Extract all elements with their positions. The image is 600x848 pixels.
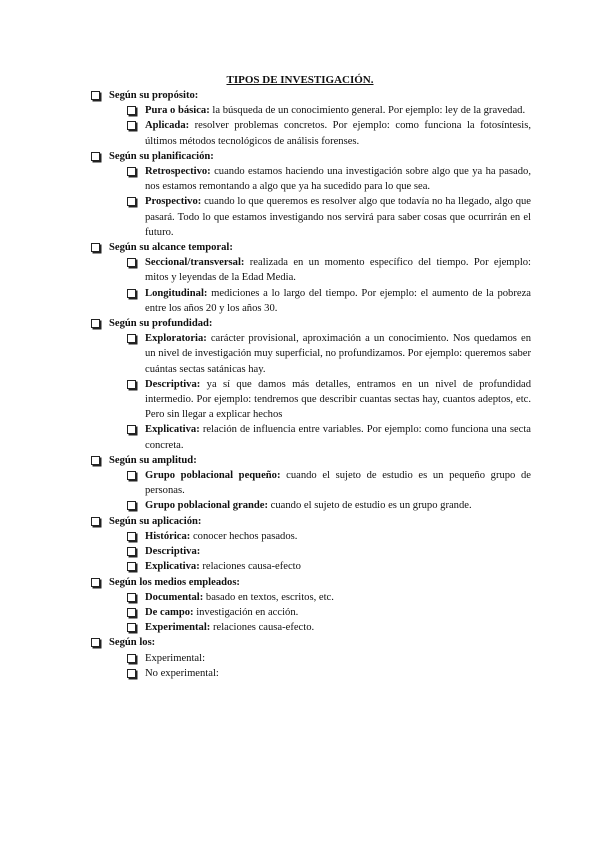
checkbox-bullet-icon xyxy=(127,289,136,298)
list-item xyxy=(91,498,531,513)
list-item xyxy=(91,255,531,285)
item-term: Prospectivo: xyxy=(145,196,202,208)
list-item xyxy=(91,605,531,620)
item-term: Histórica: xyxy=(145,530,191,542)
list-item xyxy=(91,377,531,423)
item-term: Documental: xyxy=(145,591,204,603)
item-text: investigación en acción. xyxy=(193,606,299,618)
checkbox-bullet-icon xyxy=(127,258,136,267)
checkbox-bullet-icon xyxy=(127,471,136,480)
item-term: Explicativa: xyxy=(145,424,200,436)
list-item xyxy=(91,286,531,316)
checkbox-bullet-icon xyxy=(127,547,136,556)
checkbox-bullet-icon xyxy=(127,623,136,632)
item-text: relaciones causa-efecto. xyxy=(210,622,315,634)
checkbox-bullet-icon xyxy=(91,456,100,465)
item-text: ya sí que damos más detalles, entramos en un nivel de profundidad intermedio. Por ejemplo: tendremos que describir cuantas sectas hay, cuantos adeptos, etc. Pero sin llegar a explicar hechos xyxy=(145,378,531,421)
checkbox-bullet-icon xyxy=(127,669,136,678)
section-heading xyxy=(91,149,531,164)
item-text: relaciones causa-efecto xyxy=(199,561,301,573)
section-heading-text: Según su planificación: xyxy=(109,150,214,162)
section-heading xyxy=(91,88,531,103)
item-text: carácter provisional, aproximación a un conocimiento. Nos quedamos en un nivel de investigación muy superficial, no profundizamos. Por ejemplo: queremos saber cuántas sectas satánicas hay. xyxy=(145,333,531,375)
section-heading xyxy=(91,240,531,255)
list-item xyxy=(91,103,531,118)
item-text: cuando estamos haciendo una investigación sobre algo que ya ha pasado, nos estamos remontando a algo que ya ha sucedido para lo que sea. xyxy=(145,166,531,193)
section-heading-text: Según los: xyxy=(109,637,156,649)
item-term: Descriptiva: xyxy=(145,378,201,390)
item-text: No experimental: xyxy=(145,667,219,679)
item-term: De campo: xyxy=(145,606,194,618)
item-text: mediciones a lo largo del tiempo. Por ejemplo: el aumento de la pobreza entre los años 20 y los años 30. xyxy=(145,287,531,314)
checkbox-bullet-icon xyxy=(127,501,136,510)
checkbox-bullet-icon xyxy=(127,197,136,206)
item-text: Experimental: xyxy=(145,652,206,664)
checkbox-bullet-icon xyxy=(91,638,100,647)
checkbox-bullet-icon xyxy=(127,167,136,176)
section-heading-text: Según su alcance temporal: xyxy=(109,242,233,254)
item-term: Descriptiva: xyxy=(145,546,201,558)
item-text: cuando el sujeto de estudio es un grupo grande. xyxy=(268,500,472,512)
section-heading xyxy=(91,635,531,650)
item-text: la búsqueda de un conocimiento general. Por ejemplo: ley de la gravedad. xyxy=(209,105,526,117)
section-heading xyxy=(91,453,531,468)
list-item xyxy=(91,331,531,377)
item-text: resolver problemas concretos. Por ejemplo: como funciona la fotosíntesis, últimos métodos tecnológicos de análisis forenses. xyxy=(145,120,531,147)
checkbox-bullet-icon xyxy=(91,517,100,526)
document-content xyxy=(91,88,531,681)
section-heading-text: Según su amplitud: xyxy=(109,454,197,466)
item-term: Grupo poblacional grande: xyxy=(145,500,269,512)
item-term: Exploratoria: xyxy=(145,333,207,345)
section-heading-text: Según los medios empleados: xyxy=(109,576,240,588)
list-item xyxy=(91,468,531,498)
checkbox-bullet-icon xyxy=(127,380,136,389)
item-term: Grupo poblacional pequeño: xyxy=(145,470,281,482)
section-heading xyxy=(91,316,531,331)
item-term: Pura o básica: xyxy=(145,105,210,117)
document-title: TIPOS DE INVESTIGACIÓN. xyxy=(226,74,374,86)
checkbox-bullet-icon xyxy=(127,654,136,663)
list-item xyxy=(91,544,531,559)
section-heading xyxy=(91,514,531,529)
item-term: Retrospectivo: xyxy=(145,166,211,178)
checkbox-bullet-icon xyxy=(91,319,100,328)
item-term: Experimental: xyxy=(145,622,211,634)
checkbox-bullet-icon xyxy=(127,334,136,343)
checkbox-bullet-icon xyxy=(127,562,136,571)
list-item xyxy=(91,666,531,681)
item-term: Aplicada: xyxy=(145,120,190,132)
section-heading-text: Según su aplicación: xyxy=(109,515,202,527)
checkbox-bullet-icon xyxy=(127,106,136,115)
section-heading-text: Según su propósito: xyxy=(109,90,199,101)
section-heading-text: Según su profundidad: xyxy=(109,318,213,330)
item-text: relación de influencia entre variables. Por ejemplo: como funciona una secta concreta. xyxy=(145,424,531,451)
item-text: basado en textos, escritos, etc. xyxy=(203,591,334,603)
checkbox-bullet-icon xyxy=(91,91,100,100)
list-item xyxy=(91,590,531,605)
item-text: conocer hechos pasados. xyxy=(190,530,298,542)
checkbox-bullet-icon xyxy=(127,121,136,130)
checkbox-bullet-icon xyxy=(91,578,100,587)
item-term: Explicativa: xyxy=(145,561,200,573)
checkbox-bullet-icon xyxy=(127,425,136,434)
checkbox-bullet-icon xyxy=(91,243,100,252)
section-heading xyxy=(91,575,531,590)
item-text: cuando lo que queremos es resolver algo que todavía no ha llegado, algo que pasará. Todo lo que estamos investigando nos servirá para saber cosas que ocurrirán en el futuro. xyxy=(145,196,531,238)
list-item xyxy=(91,118,531,148)
item-term: Longitudinal: xyxy=(145,287,208,299)
checkbox-bullet-icon xyxy=(127,593,136,602)
list-item xyxy=(91,529,531,544)
list-item xyxy=(91,194,531,240)
list-item xyxy=(91,620,531,635)
checkbox-bullet-icon xyxy=(127,608,136,617)
checkbox-bullet-icon xyxy=(91,152,100,161)
list-item xyxy=(91,559,531,574)
item-text: cuando el sujeto de estudio es un pequeño grupo de personas. xyxy=(145,470,531,497)
list-item xyxy=(91,422,531,452)
checkbox-bullet-icon xyxy=(127,532,136,541)
list-item xyxy=(91,651,531,666)
list-item xyxy=(91,164,531,194)
item-term: Seccional/transversal: xyxy=(145,257,245,269)
item-text: realizada en un momento específico del tiempo. Por ejemplo: mitos y leyendas de la Edad Media. xyxy=(145,257,531,284)
